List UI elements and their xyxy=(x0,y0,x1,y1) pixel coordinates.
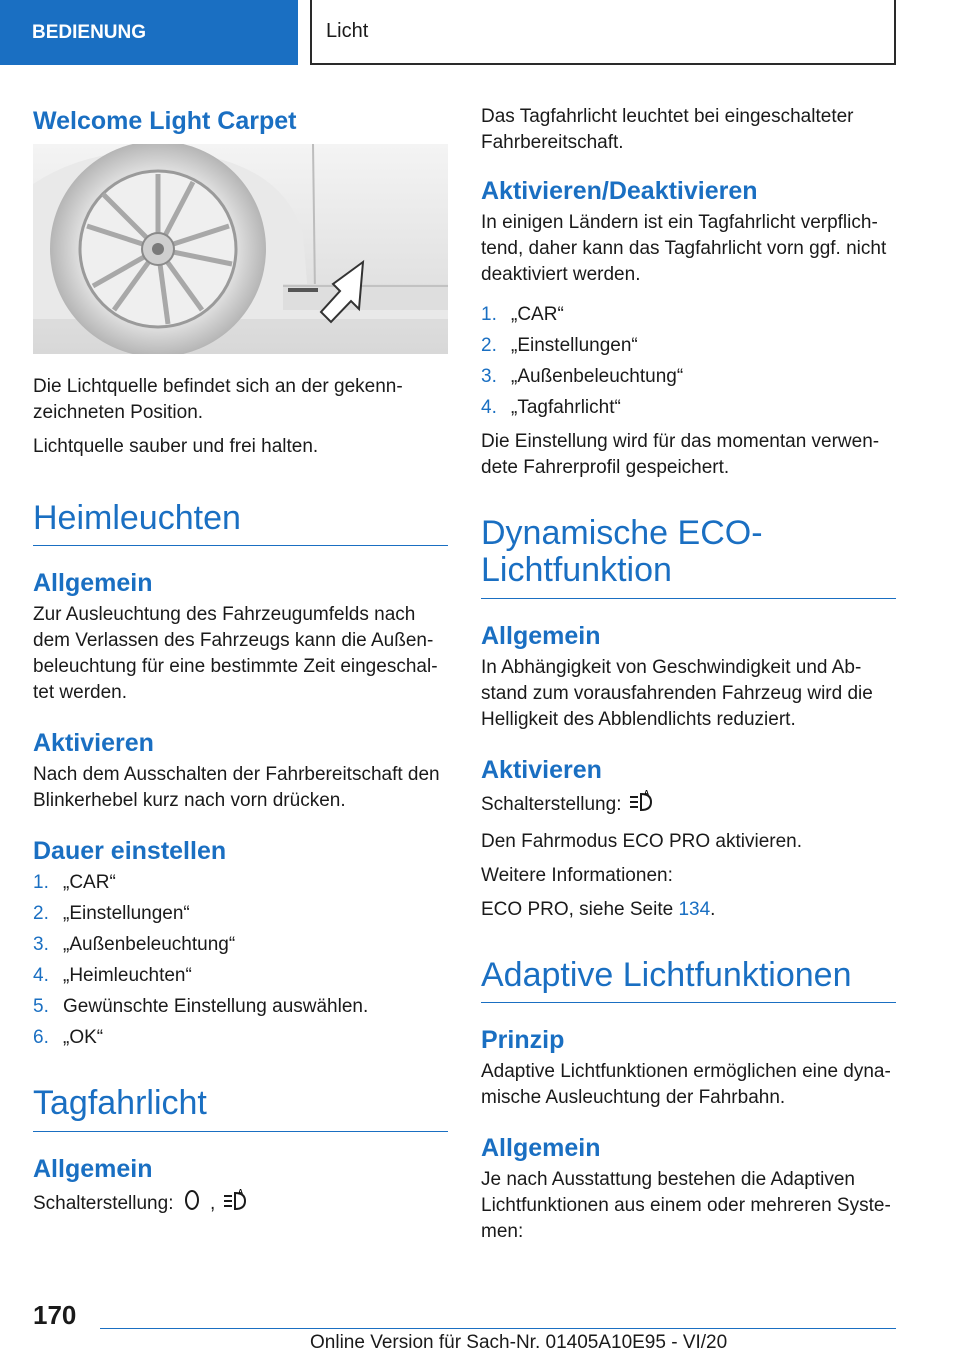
eco-p3: ECO PRO, siehe Seite 134. xyxy=(481,898,716,920)
list-item: 6. „OK“ xyxy=(33,1027,104,1049)
heim-allgemein-text: Zur Ausleuchtung des Fahrzeugumfelds nach dem Verlassen des Fahrzeugs kann die Außenbeleuchtung für eine bestimmte Zeit eingeschaltet werden. xyxy=(33,604,438,704)
section-tab: BEDIENUNG xyxy=(0,0,298,65)
tagfahrlicht-title: Tagfahrlicht xyxy=(33,1085,448,1131)
heim-allgemein-title: Allgemein xyxy=(33,569,153,598)
adapt-allgemein-text: Je nach Ausstattung bestehen die Adaptiven Lichtfunktionen aus einem oder mehreren Systemen: xyxy=(481,1169,891,1243)
eco-allgemein-title: Allgemein xyxy=(481,621,601,650)
welcome-p1: Die Lichtquelle befindet sich an der gekennzeichneten Position. xyxy=(33,376,403,423)
svg-text:A: A xyxy=(237,1188,243,1196)
footer-divider xyxy=(100,1328,896,1329)
welcome-title: Welcome Light Carpet xyxy=(33,107,297,135)
aktdeakt-text: In einigen Ländern ist ein Tagfahrlicht verpflichtend, daher kann das Tagfahrlicht vorn ggf. nicht deaktiviert werden. xyxy=(481,212,887,285)
list-item: 1. „CAR“ xyxy=(481,304,564,325)
auto-light-icon xyxy=(627,789,655,821)
heimleuchten-title: Heimleuchten xyxy=(33,500,448,546)
list-item: 4. „Tagfahrlicht“ xyxy=(481,397,621,418)
adaptive-title: Adaptive Lichtfunktionen xyxy=(481,957,896,1003)
heim-steps xyxy=(33,870,448,1051)
page-number: 170 xyxy=(33,1300,77,1330)
list-item: 5. Gewünschte Einstellung auswählen. xyxy=(33,996,369,1018)
page-link[interactable]: 134 xyxy=(678,898,711,920)
eco-title: Dynamische ECO- Lichtfunktion xyxy=(481,515,896,599)
auto-light-icon xyxy=(221,1188,249,1220)
right-column xyxy=(481,104,896,1253)
list-item: 2. „Einstellungen“ xyxy=(33,903,190,925)
eco-aktivieren-title: Aktivieren xyxy=(481,755,602,784)
car-wheel-illustration xyxy=(33,144,448,354)
tag-allgemein-title: Allgemein xyxy=(33,1154,153,1183)
chapter-title: Licht xyxy=(310,0,896,65)
prinzip-title: Prinzip xyxy=(481,1026,565,1055)
heim-aktivieren-title: Aktivieren xyxy=(33,729,154,758)
prinzip-text: Adaptive Lichtfunktionen ermöglichen eine dynamische Ausleuchtung der Fahrbahn. xyxy=(481,1061,891,1109)
tag-cont-text: Das Tagfahrlicht leuchtet bei eingeschalteter Fahrbereitschaft. xyxy=(481,106,854,153)
welcome-p2: Lichtquelle sauber und frei halten. xyxy=(33,436,319,457)
eco-schalterstellung: Schalterstellung: A xyxy=(481,789,896,821)
list-item: 3. „Außenbeleuchtung“ xyxy=(33,934,236,956)
list-item: 2. „Einstellungen“ xyxy=(481,335,638,356)
eco-p1: Den Fahrmodus ECO PRO aktivieren. xyxy=(481,830,803,852)
left-column xyxy=(33,96,448,1228)
eco-allgemein-text: In Abhängigkeit von Geschwindigkeit und Abstand zum vorausfahrenden Fahrzeug wird die Helligkeit des Abblendlichts reduziert. xyxy=(481,656,873,730)
heim-aktivieren-text: Nach dem Ausschalten der Fahrbereitschaft den Blinkerhebel kurz nach vorn drücken. xyxy=(33,764,440,812)
footer-text: Online Version für Sach-Nr. 01405A10E95 - VI/20 xyxy=(310,1332,728,1353)
aktdeakt-title: Aktivieren/Deaktivieren xyxy=(481,177,758,205)
list-item: 4. „Heimleuchten“ xyxy=(33,965,192,987)
tag-steps xyxy=(481,302,896,421)
switch-zero-icon xyxy=(179,1188,205,1220)
einstellung-text: Die Einstellung wird für das momentan verwendete Fahrerprofil gespeichert. xyxy=(481,431,880,478)
dauer-title: Dauer einstellen xyxy=(33,837,227,866)
list-item: 3. „Außenbeleuchtung“ xyxy=(481,366,684,387)
adapt-allgemein-title: Allgemein xyxy=(481,1134,601,1163)
tag-schalterstellung: Schalterstellung: , A xyxy=(33,1188,448,1220)
list-item: 1. „CAR“ xyxy=(33,872,116,894)
svg-text:A: A xyxy=(643,789,649,797)
eco-p2: Weitere Informationen: xyxy=(481,864,673,886)
